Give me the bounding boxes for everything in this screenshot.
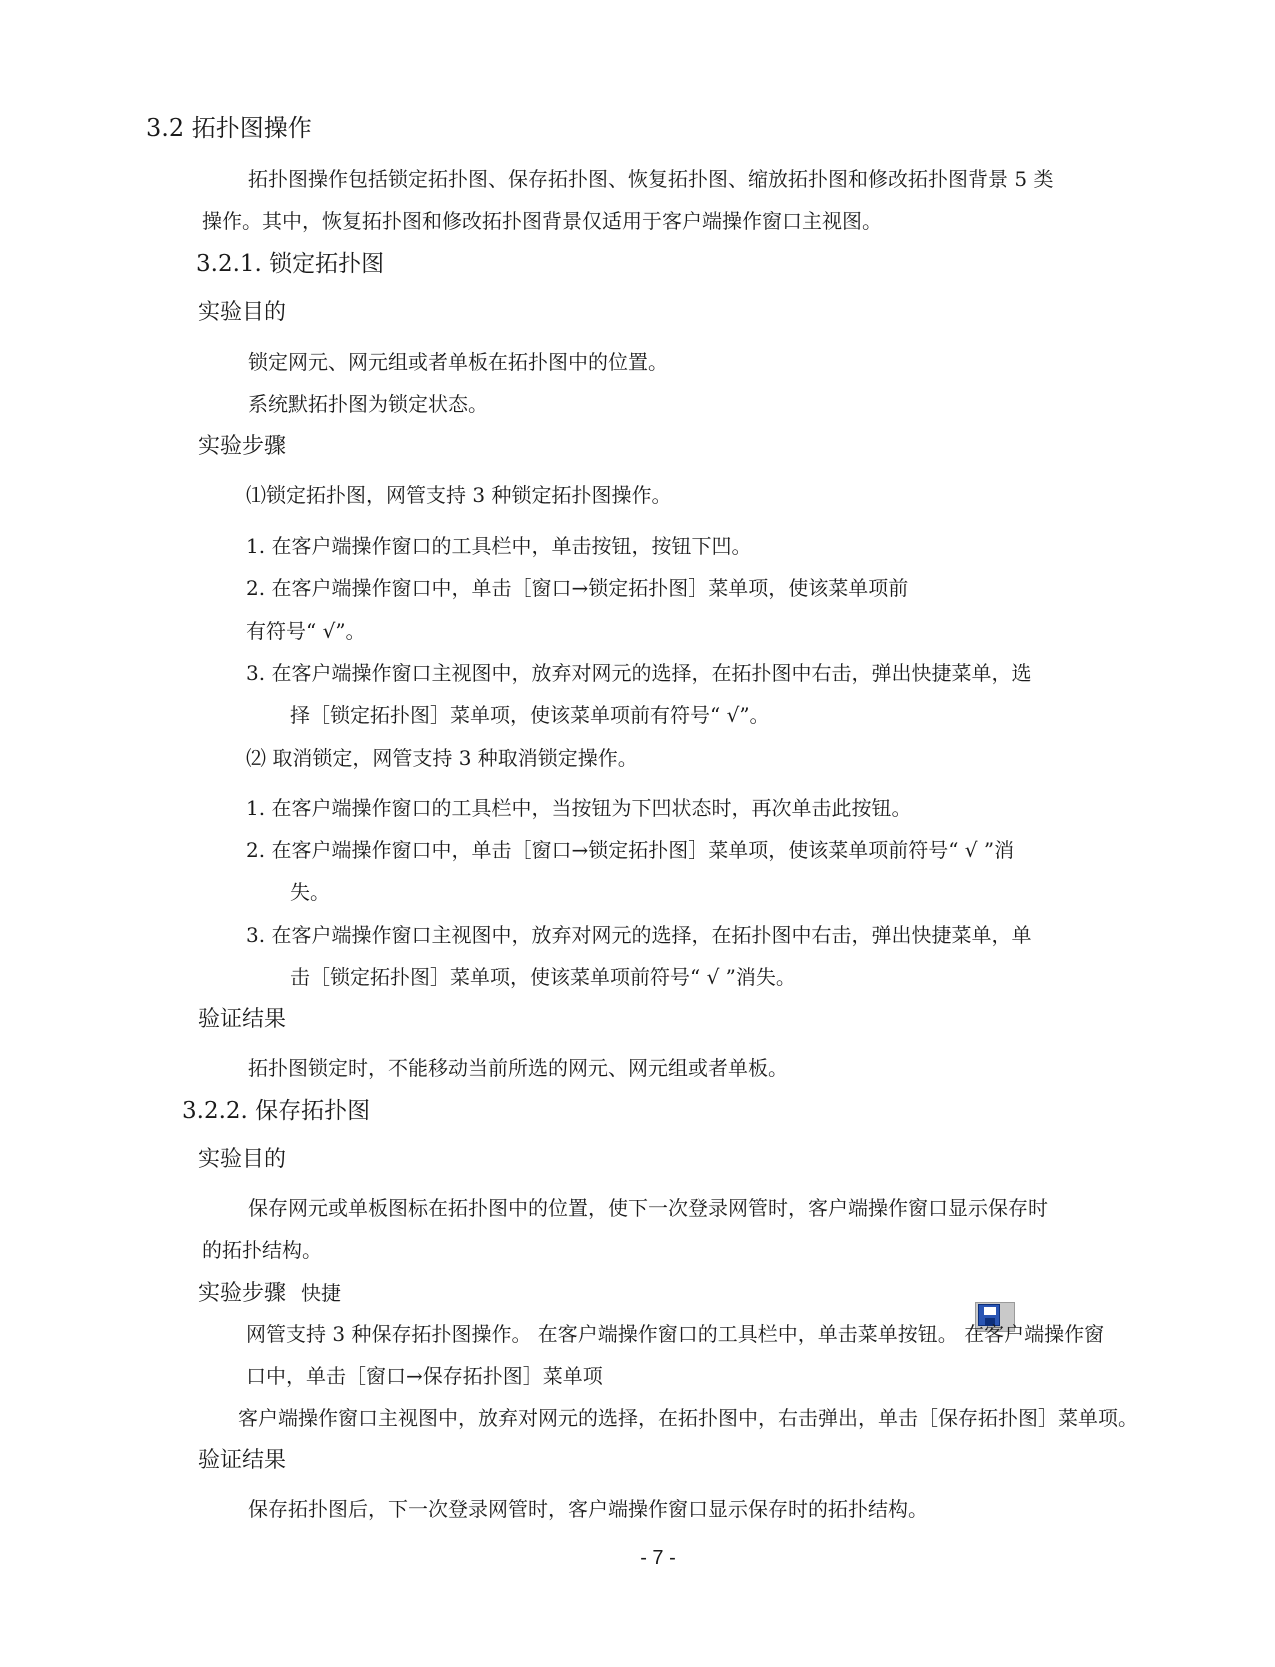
paragraph-line: 锁定网元、网元组或者单板在拓扑图中的位置。 [248,350,668,374]
step-line: 2. 在客户端操作窗口中，单击［窗口→锁定拓扑图］菜单项，使该菜单项前 [246,576,909,600]
subheading: 实验目的 [198,1147,287,1172]
step-line: 口中，单击［窗口→保存拓扑图］菜单项 [246,1364,603,1388]
subsection-title: 3.2.1. 锁定拓扑图 [196,251,385,277]
page-number: - 7 - [640,1547,676,1569]
step-line: 击［锁定拓扑图］菜单项，使该菜单项前符号“ √ ”消失。 [290,965,796,989]
subsection-title: 3.2.2. 保存拓扑图 [182,1098,371,1124]
paragraph-line: 操作。其中，恢复拓扑图和修改拓扑图背景仅适用于客户端操作窗口主视图。 [202,209,882,233]
paragraph-line: 保存网元或单板图标在拓扑图中的位置，使下一次登录网管时，客户端操作窗口显示保存时 [248,1196,1048,1220]
subheading: 验证结果 [198,1007,287,1032]
subheading: 实验步骤 [198,434,287,459]
step-line: 网管支持 3 种保存拓扑图操作。 在客户端操作窗口的工具栏中，单击菜单按钮。 在客户端操作窗 [246,1322,1105,1346]
paragraph-line: 拓扑图操作包括锁定拓扑图、保存拓扑图、恢复拓扑图、缩放拓扑图和修改拓扑图背景 5 类 [248,167,1054,191]
step-line: 3. 在客户端操作窗口主视图中，放弃对网元的选择，在拓扑图中右击，弹出快捷菜单，单 [246,923,1032,947]
step-line: 1. 在客户端操作窗口的工具栏中，单击按钮，按钮下凹。 [246,534,752,558]
section-title: 3.2 拓扑图操作 [146,114,312,142]
step-line: 有符号“ √”。 [246,619,366,643]
paragraph-line: 拓扑图锁定时，不能移动当前所选的网元、网元组或者单板。 [248,1056,788,1080]
step-line: 择［锁定拓扑图］菜单项，使该菜单项前有符号“ √”。 [290,703,770,727]
paragraph-line: 系统默拓扑图为锁定状态。 [248,392,488,416]
step-line: 客户端操作窗口主视图中，放弃对网元的选择，在拓扑图中，右击弹出，单击［保存拓扑图］菜单项。 [238,1406,1138,1430]
steps-heading-text: 实验步骤 [198,1281,287,1306]
step-line: 1. 在客户端操作窗口的工具栏中，当按钮为下凹状态时，再次单击此按钮。 [246,796,912,820]
step-line: ⑴锁定拓扑图，网管支持 3 种锁定拓扑图操作。 [246,483,672,507]
subheading [198,1279,341,1308]
step-line: ⑵ 取消锁定，网管支持 3 种取消锁定操作。 [246,746,638,770]
step-line: 失。 [290,880,330,904]
subheading: 实验目的 [198,300,287,325]
subheading: 验证结果 [198,1448,287,1473]
step-line: 2. 在客户端操作窗口中，单击［窗口→锁定拓扑图］菜单项，使该菜单项前符号“ √ ”消 [246,838,1015,862]
paragraph-line: 的拓扑结构。 [202,1238,322,1262]
step-line: 3. 在客户端操作窗口主视图中，放弃对网元的选择，在拓扑图中右击，弹出快捷菜单，选 [246,661,1032,685]
paragraph-line: 保存拓扑图后，下一次登录网管时，客户端操作窗口显示保存时的拓扑结构。 [248,1497,928,1521]
steps-heading-suffix: 快捷 [301,1281,342,1305]
